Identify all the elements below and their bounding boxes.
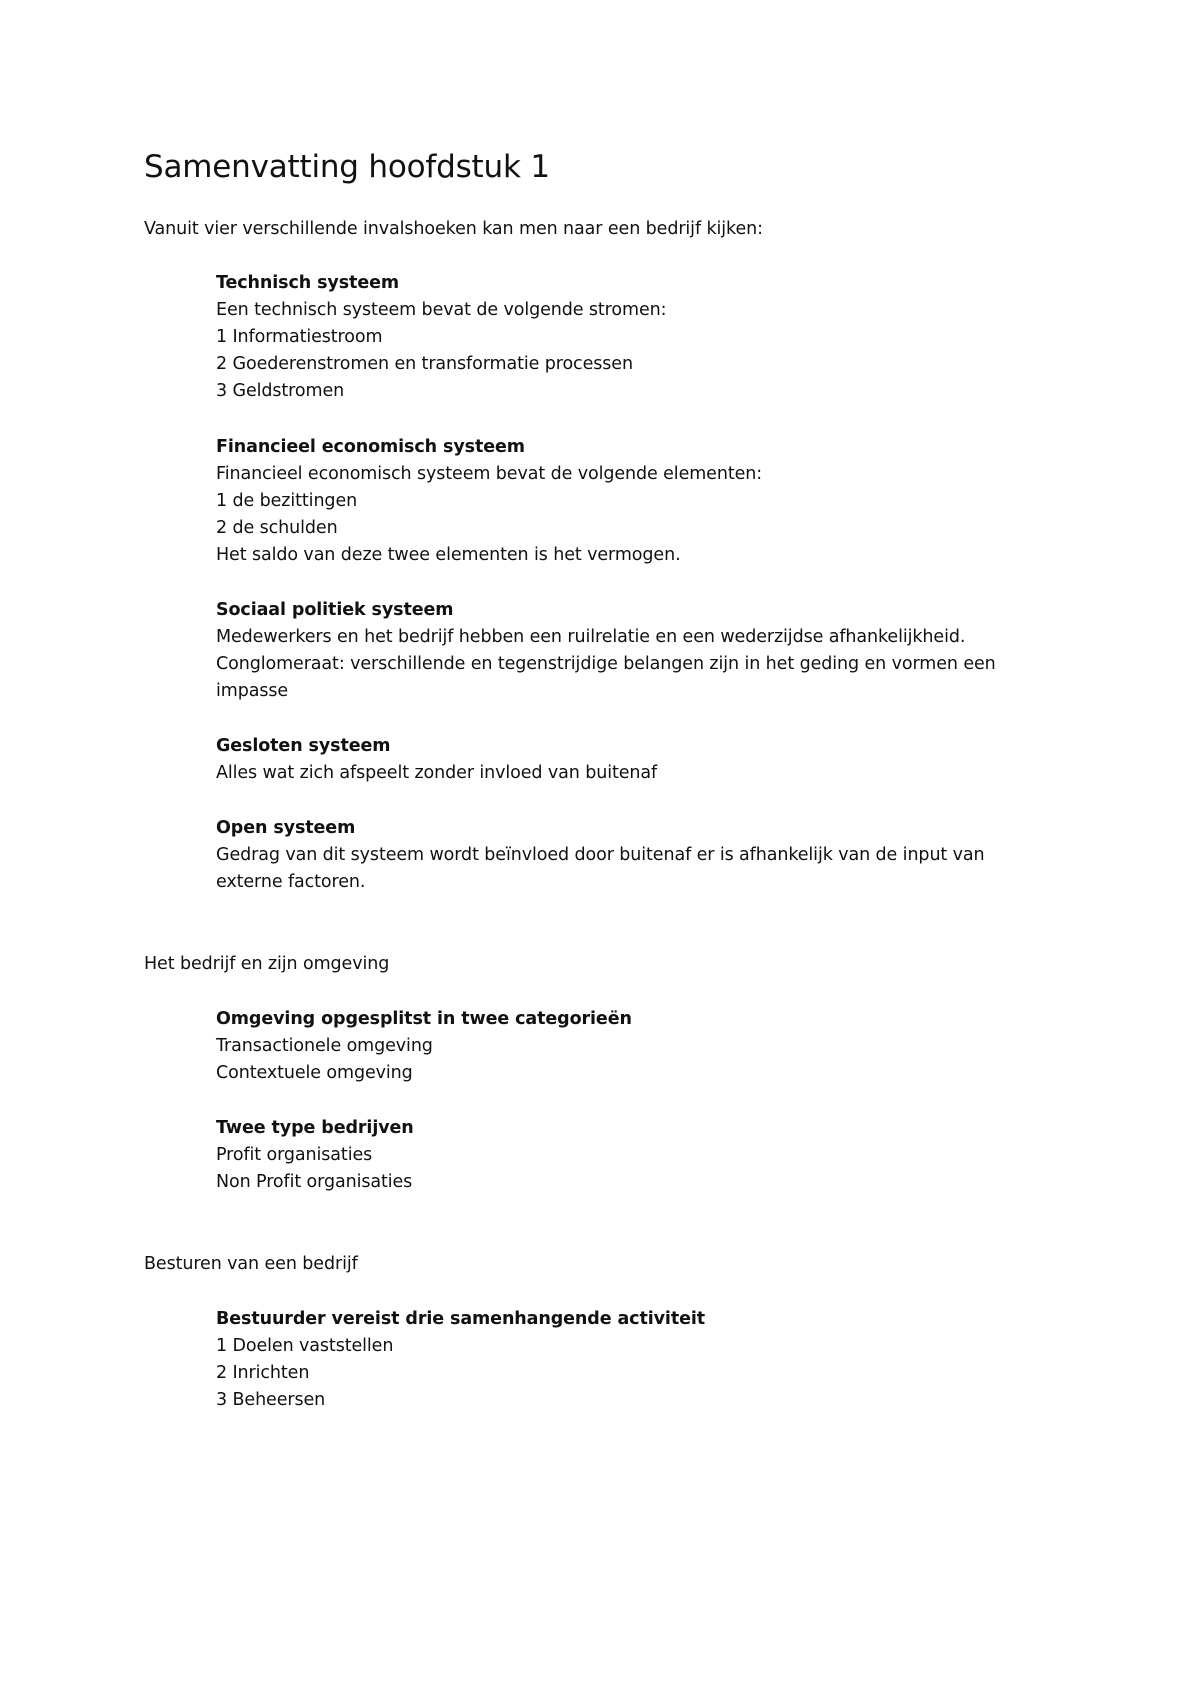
page-title: Samenvatting hoofdstuk 1 xyxy=(144,149,550,185)
bedrijven-line: Non Profit organisaties xyxy=(216,1172,413,1192)
technisch-heading: Technisch systeem xyxy=(216,273,399,293)
financieel-heading: Financieel economisch systeem xyxy=(216,437,525,457)
bestuurder-line: 2 Inrichten xyxy=(216,1363,310,1383)
technisch-line: 3 Geldstromen xyxy=(216,381,345,401)
open-line: externe factoren. xyxy=(216,872,366,892)
section-heading-omgeving: Het bedrijf en zijn omgeving xyxy=(144,954,390,974)
gesloten-heading: Gesloten systeem xyxy=(216,736,391,756)
omgeving-line: Transactionele omgeving xyxy=(216,1036,433,1056)
section-heading-besturen: Besturen van een bedrijf xyxy=(144,1254,358,1274)
financieel-line: 2 de schulden xyxy=(216,518,338,538)
open-heading: Open systeem xyxy=(216,818,356,838)
bestuurder-line: 3 Beheersen xyxy=(216,1390,326,1410)
sociaal-line: Medewerkers en het bedrijf hebben een ruilrelatie en een wederzijdse afhankelijkheid. xyxy=(216,627,966,647)
bestuurder-line: 1 Doelen vaststellen xyxy=(216,1336,394,1356)
gesloten-line: Alles wat zich afspeelt zonder invloed van buitenaf xyxy=(216,763,658,783)
technisch-line: 2 Goederenstromen en transformatie processen xyxy=(216,354,633,374)
financieel-line: 1 de bezittingen xyxy=(216,491,358,511)
open-line: Gedrag van dit systeem wordt beïnvloed door buitenaf er is afhankelijk van de input van xyxy=(216,845,985,865)
omgeving-heading: Omgeving opgesplitst in twee categorieën xyxy=(216,1009,632,1029)
bedrijven-line: Profit organisaties xyxy=(216,1145,373,1165)
bestuurder-heading: Bestuurder vereist drie samenhangende activiteit xyxy=(216,1309,706,1329)
sociaal-heading: Sociaal politiek systeem xyxy=(216,600,454,620)
omgeving-line: Contextuele omgeving xyxy=(216,1063,413,1083)
sociaal-line: Conglomeraat: verschillende en tegenstrijdige belangen zijn in het geding en vormen een xyxy=(216,654,996,674)
intro-text: Vanuit vier verschillende invalshoeken kan men naar een bedrijf kijken: xyxy=(144,219,763,239)
sociaal-line: impasse xyxy=(216,681,289,701)
technisch-line: 1 Informatiestroom xyxy=(216,327,383,347)
financieel-line: Financieel economisch systeem bevat de volgende elementen: xyxy=(216,464,763,484)
technisch-line: Een technisch systeem bevat de volgende stromen: xyxy=(216,300,667,320)
bedrijven-heading: Twee type bedrijven xyxy=(216,1118,414,1138)
financieel-line: Het saldo van deze twee elementen is het vermogen. xyxy=(216,545,681,565)
